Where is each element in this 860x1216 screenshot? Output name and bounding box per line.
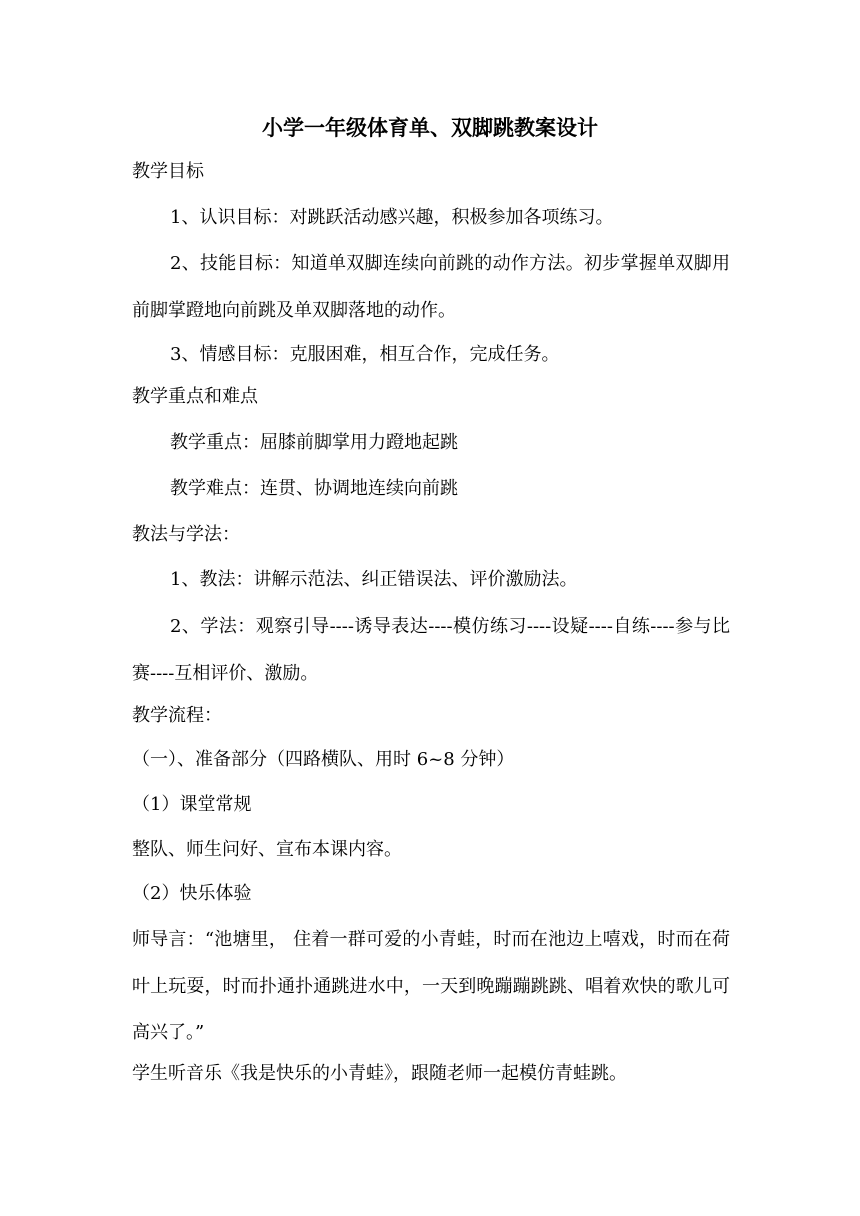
- key-heading: 教学重点和难点: [132, 386, 258, 407]
- part-1-heading: （一）、准备部分（四路横队、用时 6~8 分钟）: [132, 749, 515, 770]
- key-point: 教学重点：屈膝前脚掌用力蹬地起跳: [170, 432, 458, 453]
- goal-3: 3、情感目标：克服困难，相互合作，完成任务。: [170, 344, 560, 365]
- item-1-heading: （1）课堂常规: [132, 794, 252, 815]
- method-1: 1、教法：讲解示范法、纠正错误法、评价激励法。: [170, 569, 578, 590]
- method-2: 2、学法：观察引导----诱导表达----模仿练习----设疑----自练----参与比赛----互相评价、激励。: [132, 616, 730, 684]
- goals-heading: 教学目标: [132, 161, 204, 182]
- item-2-heading: （2）快乐体验: [132, 883, 252, 904]
- student-activity: 学生听音乐《我是快乐的小青蛙》，跟随老师一起模仿青蛙跳。: [132, 1063, 627, 1084]
- document-title: 小学一年级体育单、双脚跳教案设计: [262, 115, 598, 140]
- flow-heading: 教学流程：: [132, 705, 222, 726]
- goal-1: 1、认识目标：对跳跃活动感兴趣，积极参加各项练习。: [170, 207, 614, 228]
- item-1-text: 整队、师生问好、宣布本课内容。: [132, 839, 402, 860]
- teacher-intro: 师导言：“池塘里， 住着一群可爱的小青蛙，时而在池边上嘻戏，时而在荷叶上玩耍，时而扑通扑通跳进水中，一天到晚蹦蹦跳跳、唱着欢快的歌儿可高兴了。”: [132, 929, 730, 1043]
- difficult-point: 教学难点：连贯、协调地连续向前跳: [170, 478, 458, 499]
- goal-2: 2、技能目标：知道单双脚连续向前跳的动作方法。初步掌握单双脚用前脚掌蹬地向前跳及单双脚落地的动作。: [132, 253, 730, 321]
- methods-heading: 教法与学法：: [132, 524, 240, 545]
